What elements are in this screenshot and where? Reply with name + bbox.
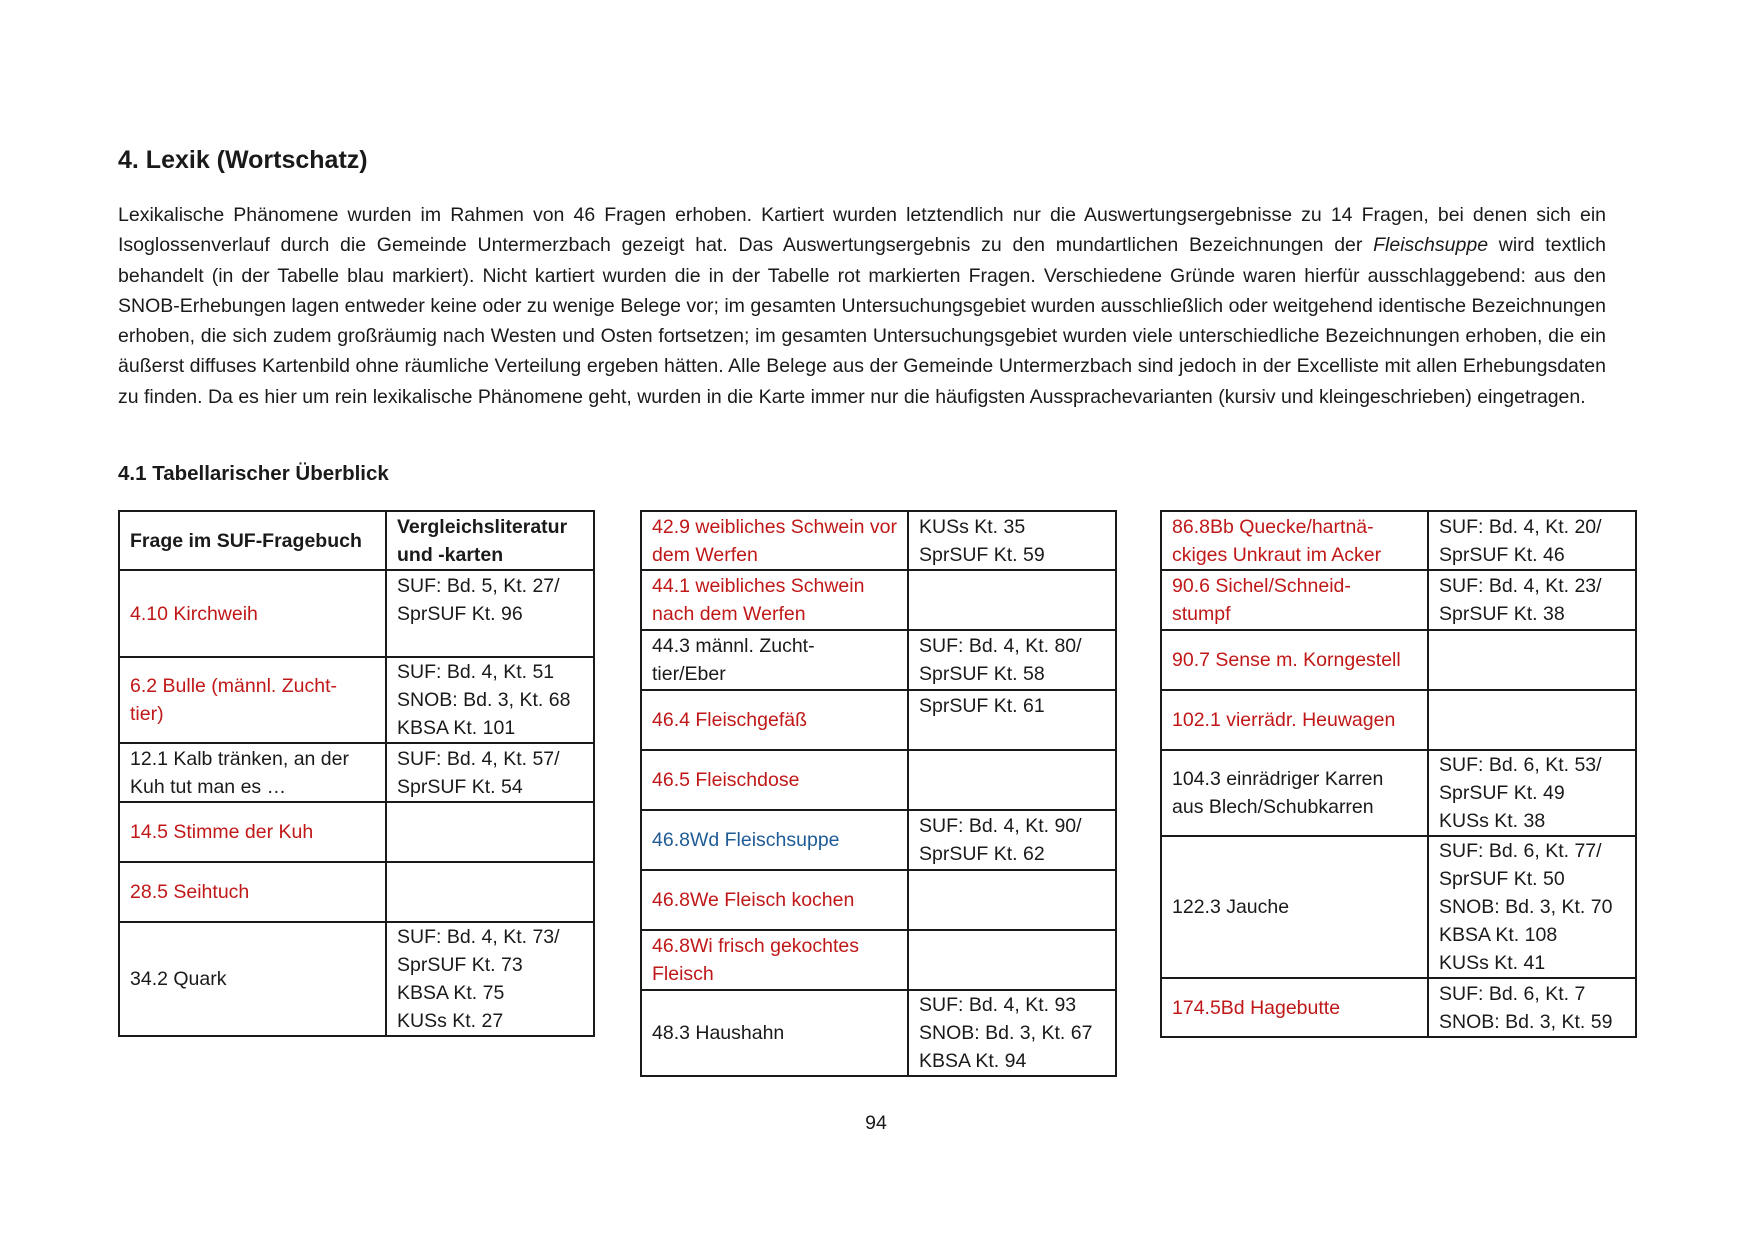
intro-text-italic: Fleischsuppe (1373, 234, 1489, 257)
question-cell: 6.2 Bulle (männl. Zucht- tier) (119, 657, 386, 743)
literature-cell: SUF: Bd. 4, Kt. 93 SNOB: Bd. 3, Kt. 67 KBSA Kt. 94 (908, 990, 1116, 1076)
question-cell: 46.8We Fleisch kochen (641, 870, 908, 930)
literature-cell: SUF: Bd. 4, Kt. 90/ SprSUF Kt. 62 (908, 810, 1116, 870)
intro-paragraph (118, 200, 1606, 412)
literature-cell: SUF: Bd. 6, Kt. 77/ SprSUF Kt. 50 SNOB: Bd. 3, Kt. 70 KBSA Kt. 108 KUSs Kt. 41 (1428, 836, 1636, 978)
table-header-row (119, 511, 594, 570)
table-row (119, 802, 594, 862)
literature-cell: SUF: Bd. 5, Kt. 27/ SprSUF Kt. 96 (386, 570, 594, 657)
question-cell: 4.10 Kirchweih (119, 570, 386, 657)
table-row (641, 810, 1116, 870)
table-row (1161, 690, 1636, 750)
literature-cell: KUSs Kt. 35 SprSUF Kt. 59 (908, 511, 1116, 570)
question-cell: 14.5 Stimme der Kuh (119, 802, 386, 862)
literature-cell: SUF: Bd. 4, Kt. 23/ SprSUF Kt. 38 (1428, 570, 1636, 630)
literature-cell: SUF: Bd. 6, Kt. 53/ SprSUF Kt. 49 KUSs Kt. 38 (1428, 750, 1636, 836)
subsection-title: 4.1 Tabellarischer Überblick (118, 462, 389, 485)
table-row (1161, 750, 1636, 836)
header-question: Frage im SUF-Fragebuch (119, 511, 386, 570)
table-3-body (1161, 511, 1636, 1037)
lexis-table-2 (640, 510, 1117, 1077)
question-cell: 46.8Wi frisch gekochtes Fleisch (641, 930, 908, 990)
question-cell: 86.8Bb Quecke/hartnä- ckiges Unkraut im Acker (1161, 511, 1428, 570)
table-row (1161, 836, 1636, 978)
question-cell: 46.4 Fleischgefäß (641, 690, 908, 750)
question-cell: 42.9 weibliches Schwein vor dem Werfen (641, 511, 908, 570)
table-row (119, 862, 594, 922)
table-row (119, 570, 594, 657)
table-1-body (119, 570, 594, 1036)
table-row (1161, 978, 1636, 1037)
table-row (119, 922, 594, 1036)
table-row (641, 690, 1116, 750)
literature-cell: SUF: Bd. 4, Kt. 73/ SprSUF Kt. 73 KBSA Kt. 75 KUSs Kt. 27 (386, 922, 594, 1036)
literature-cell (908, 570, 1116, 630)
table-row (1161, 511, 1636, 570)
literature-cell: SUF: Bd. 4, Kt. 57/ SprSUF Kt. 54 (386, 743, 594, 802)
question-cell: 174.5Bd Hagebutte (1161, 978, 1428, 1037)
table-row (1161, 630, 1636, 690)
question-cell: 90.7 Sense m. Korngestell (1161, 630, 1428, 690)
question-cell: 44.1 weibliches Schwein nach dem Werfen (641, 570, 908, 630)
literature-cell (386, 802, 594, 862)
question-cell: 46.5 Fleischdose (641, 750, 908, 810)
question-cell: 12.1 Kalb tränken, an der Kuh tut man es … (119, 743, 386, 802)
lexis-table-3 (1160, 510, 1637, 1038)
table-row (119, 657, 594, 743)
literature-cell: SUF: Bd. 6, Kt. 7 SNOB: Bd. 3, Kt. 59 (1428, 978, 1636, 1037)
literature-cell (1428, 630, 1636, 690)
literature-cell (1428, 690, 1636, 750)
question-cell: 46.8Wd Fleischsuppe (641, 810, 908, 870)
intro-text-part2: wird textlich behandelt (in der Tabelle blau markiert). Nicht kartiert wurden die in der Tabelle rot markierten Fragen. Verschiedene Gründe waren hierfür ausschlaggebend: aus den SNOB-Erhebungen lagen entweder keine oder zu wenige Belege vor; im gesamten Untersuchungsgebiet wurden ausschließlich oder weitgehend identische Bezeichnungen erhoben, die sich zudem großräumig nach Westen und Osten fortsetzen; im gesamten Untersuchungsgebiet wurden viele unterschiedliche Bezeichnungen erhoben, die ein äußerst diffuses Kartenbild ohne räumliche Verteilung ergeben hätten. Alle Belege aus der Gemeinde Untermerzbach sind jedoch in der Excelliste mit allen Erhebungsdaten zu finden. Da es hier um rein lexikalische Phänomene geht, wurden in die Karte immer nur die häufigsten Aussprachevarianten (kursiv und kleingeschrieben) eingetragen. (118, 234, 1606, 408)
literature-cell: SprSUF Kt. 61 (908, 690, 1116, 750)
table-row (641, 570, 1116, 630)
table-row (641, 870, 1116, 930)
lexis-table-1 (118, 510, 595, 1037)
page-number: 94 (865, 1112, 887, 1134)
table-row (641, 630, 1116, 690)
table-row (641, 750, 1116, 810)
question-cell: 34.2 Quark (119, 922, 386, 1036)
question-cell: 104.3 einrädriger Karren aus Blech/Schubkarren (1161, 750, 1428, 836)
table-row (641, 930, 1116, 990)
table-2-body (641, 511, 1116, 1076)
question-cell: 90.6 Sichel/Schneid- stumpf (1161, 570, 1428, 630)
literature-cell (908, 750, 1116, 810)
table-row (641, 990, 1116, 1076)
question-cell: 44.3 männl. Zucht- tier/Eber (641, 630, 908, 690)
header-literature: Vergleichsliteratur und -karten (386, 511, 594, 570)
literature-cell: SUF: Bd. 4, Kt. 20/ SprSUF Kt. 46 (1428, 511, 1636, 570)
table-row (1161, 570, 1636, 630)
question-cell: 28.5 Seihtuch (119, 862, 386, 922)
section-title: 4. Lexik (Wortschatz) (118, 146, 368, 174)
literature-cell: SUF: Bd. 4, Kt. 51 SNOB: Bd. 3, Kt. 68 KBSA Kt. 101 (386, 657, 594, 743)
intro-text-part1: Lexikalische Phänomene wurden im Rahmen von 46 Fragen erhoben. Kartiert wurden letztendlich nur die Auswertungsergebnisse zu 14 Fragen, bei denen sich ein Isoglossenverlauf durch die Gemeinde Untermerzbach gezeigt hat. Das Auswertungsergebnis zu den mundartlichen Bezeichnungen der (118, 204, 1606, 257)
literature-cell (908, 930, 1116, 990)
question-cell: 102.1 vierrädr. Heuwagen (1161, 690, 1428, 750)
literature-cell (386, 862, 594, 922)
table-row (119, 743, 594, 802)
question-cell: 122.3 Jauche (1161, 836, 1428, 978)
literature-cell: SUF: Bd. 4, Kt. 80/ SprSUF Kt. 58 (908, 630, 1116, 690)
literature-cell (908, 870, 1116, 930)
question-cell: 48.3 Haushahn (641, 990, 908, 1076)
table-row (641, 511, 1116, 570)
